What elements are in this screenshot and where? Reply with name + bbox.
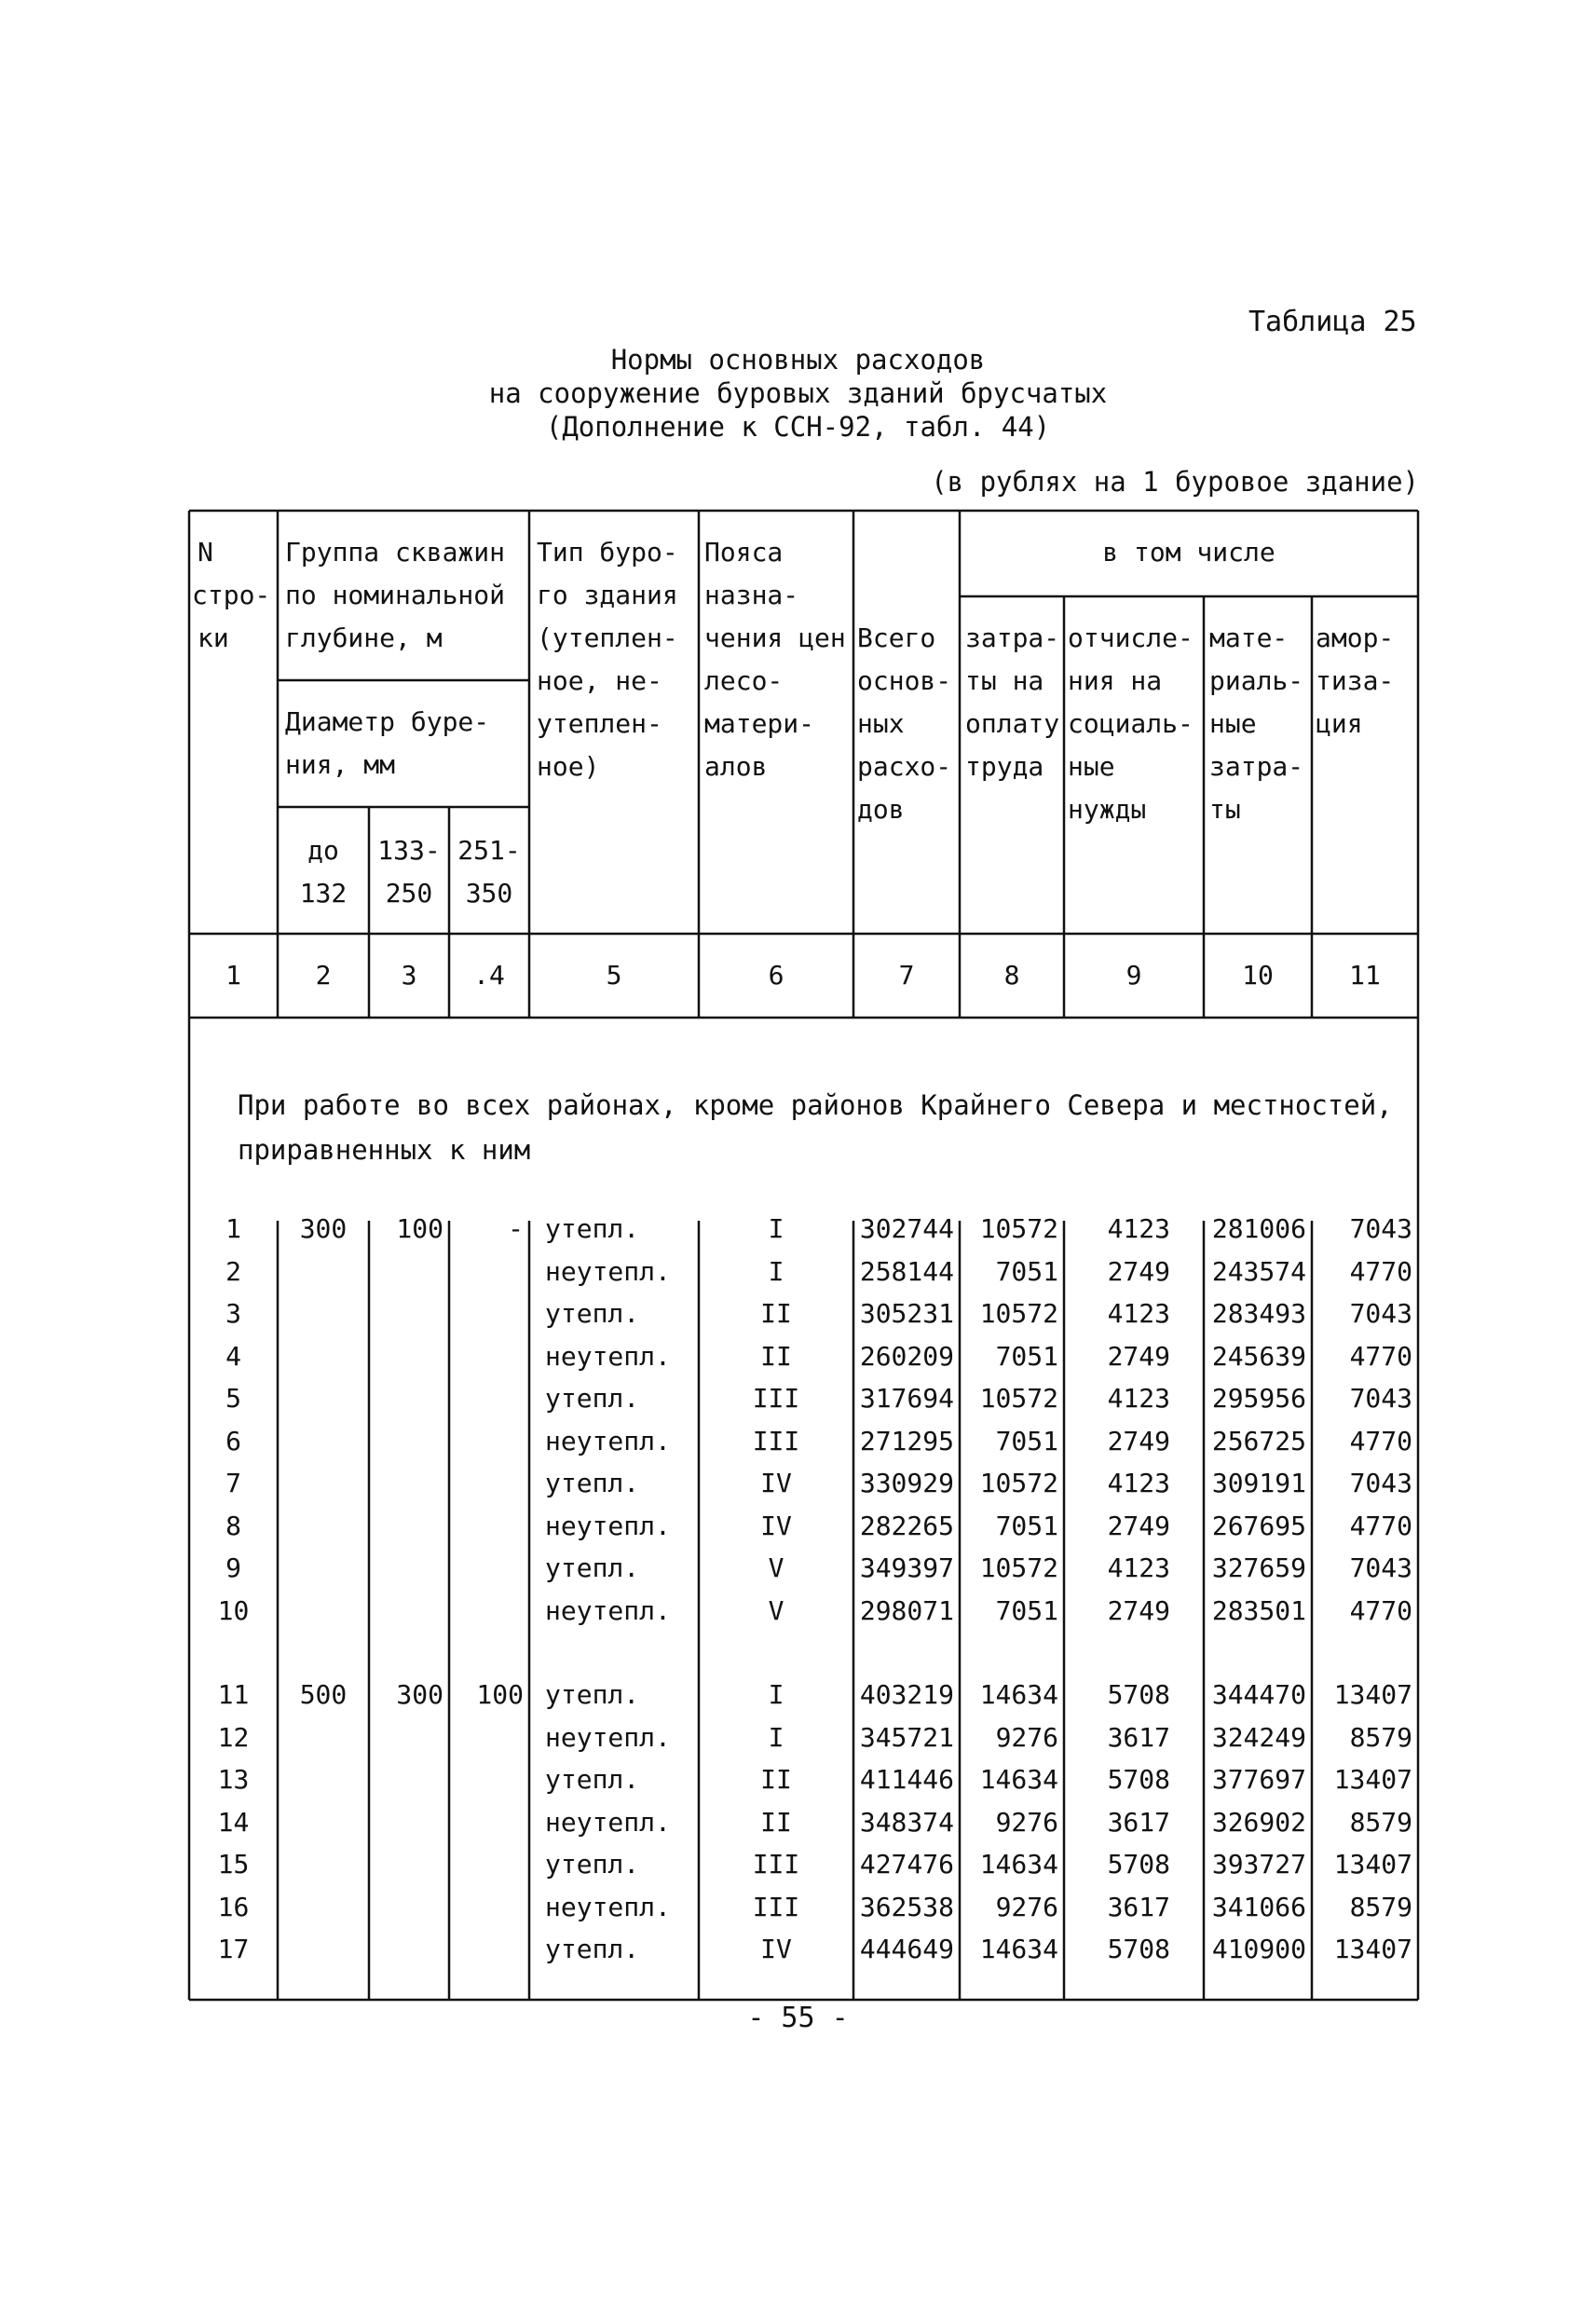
cell-zone: III	[752, 1383, 800, 1414]
cell-c3: 300	[396, 1679, 443, 1710]
cell-social: 5708	[1107, 1679, 1170, 1710]
hdr-col7-line5: дов	[857, 794, 905, 825]
cell-n: 14	[217, 1806, 250, 1838]
hdr-col5-line5: утеплен-	[537, 708, 662, 739]
hdr-col9-line1: отчисле-	[1068, 622, 1194, 653]
cell-social: 3617	[1107, 1806, 1170, 1838]
hdr-col5-line3: (утеплен-	[537, 622, 678, 653]
cell-total: 302744	[859, 1213, 954, 1244]
hdr-col11-line3: ция	[1316, 708, 1363, 739]
cell-total: 362538	[859, 1891, 954, 1922]
hdr-including: в том числе	[1102, 537, 1275, 567]
hdr-col8-line2: ты на	[965, 665, 1044, 696]
cell-type: утепл.	[545, 1468, 640, 1498]
cell-zone: I	[768, 1213, 784, 1244]
cell-materials: 410900	[1211, 1934, 1306, 1964]
cell-total: 282265	[859, 1510, 954, 1541]
cell-materials: 243574	[1211, 1255, 1306, 1287]
cell-social: 3617	[1107, 1721, 1170, 1753]
hdr-col9-line5: нужды	[1068, 794, 1147, 825]
cell-type: утепл.	[545, 1298, 640, 1329]
page-number: - 55 -	[747, 2002, 849, 2034]
cell-type: утепл.	[545, 1849, 640, 1880]
cell-materials: 324249	[1211, 1721, 1306, 1753]
cell-social: 5708	[1107, 1764, 1170, 1795]
cell-social: 4123	[1107, 1298, 1170, 1329]
cell-total: 298071	[859, 1594, 954, 1626]
colnum-11: 11	[1349, 960, 1381, 991]
cell-type: утепл.	[545, 1679, 640, 1710]
cell-total: 317694	[859, 1383, 954, 1414]
cell-total: 345721	[859, 1721, 954, 1753]
cell-social: 2749	[1107, 1255, 1170, 1287]
cell-n: 2	[225, 1255, 241, 1287]
cell-labor: 10572	[979, 1213, 1058, 1244]
cell-labor: 7051	[995, 1340, 1058, 1372]
cell-labor: 7051	[995, 1255, 1058, 1287]
cell-zone: III	[752, 1849, 800, 1880]
cell-n: 10	[217, 1594, 250, 1626]
cell-materials: 245639	[1211, 1340, 1306, 1372]
cell-labor: 7051	[995, 1425, 1058, 1456]
cell-amort: 4770	[1349, 1425, 1412, 1456]
cell-amort: 4770	[1349, 1255, 1412, 1287]
cell-type: неутепл.	[545, 1255, 671, 1287]
cell-c4: 100	[476, 1679, 524, 1710]
hdr-col6-line6: алов	[704, 751, 768, 782]
cell-total: 348374	[859, 1806, 954, 1838]
hdr-col1-line1: N	[198, 537, 213, 567]
cell-materials: 326902	[1211, 1806, 1306, 1838]
cell-type: неутепл.	[545, 1340, 671, 1372]
hdr-col7-line3: ных	[857, 708, 905, 739]
cell-zone: I	[768, 1679, 784, 1710]
title-line-2: на сооружение буровых зданий брусчатых	[488, 377, 1108, 409]
cell-materials: 341066	[1211, 1891, 1306, 1922]
cell-type: неутепл.	[545, 1425, 671, 1456]
cell-zone: I	[768, 1721, 784, 1753]
hdr-col10-line3: ные	[1209, 708, 1257, 739]
colnum-10: 10	[1242, 960, 1274, 991]
cell-zone: II	[760, 1340, 792, 1372]
unit-note: (в рублях на 1 буровое здание)	[931, 466, 1419, 498]
cell-materials: 309191	[1211, 1468, 1306, 1498]
colnum-5: 5	[606, 960, 622, 991]
cell-zone: IV	[760, 1934, 792, 1964]
cell-n: 1	[225, 1213, 241, 1244]
table-label: Таблица 25	[1248, 306, 1417, 338]
cell-total: 258144	[859, 1255, 954, 1287]
cell-type: утепл.	[545, 1213, 640, 1244]
cell-social: 2749	[1107, 1594, 1170, 1626]
cell-total: 260209	[859, 1340, 954, 1372]
hdr-group-line2: по номинальной	[285, 580, 506, 610]
hdr-col6-line3: чения цен	[704, 622, 846, 653]
title-line-1: Нормы основных расходов	[610, 344, 986, 376]
hdr-col10-line1: мате-	[1209, 622, 1289, 653]
cell-social: 5708	[1107, 1849, 1170, 1880]
cell-amort: 7043	[1349, 1383, 1412, 1414]
cell-materials: 295956	[1211, 1383, 1306, 1414]
cell-n: 7	[225, 1468, 241, 1498]
cell-amort: 7043	[1349, 1468, 1412, 1498]
cell-materials: 344470	[1211, 1679, 1306, 1710]
cell-materials: 281006	[1211, 1213, 1306, 1244]
cell-c2: 500	[299, 1679, 348, 1710]
cell-n: 12	[217, 1721, 250, 1753]
cell-type: неутепл.	[545, 1510, 671, 1541]
colnum-9: 9	[1125, 960, 1142, 991]
hdr-col7-line1: Всего	[857, 622, 936, 653]
hdr-col5-line2: го здания	[537, 580, 678, 610]
hdr-col5-line1: Тип буро-	[537, 537, 678, 567]
cell-total: 349397	[859, 1552, 954, 1583]
hdr-col6-line5: матери-	[704, 708, 815, 739]
cell-labor: 9276	[995, 1721, 1058, 1753]
cell-zone: I	[768, 1255, 784, 1287]
cell-amort: 13407	[1333, 1679, 1412, 1710]
hdr-diam-col4-line1: 251-	[457, 835, 521, 866]
hdr-col8-line3: оплату	[965, 708, 1060, 739]
cell-social: 4123	[1107, 1383, 1170, 1414]
cell-zone: IV	[760, 1468, 792, 1498]
cell-labor: 10572	[979, 1468, 1058, 1498]
cell-amort: 4770	[1349, 1594, 1412, 1626]
cell-amort: 13407	[1333, 1934, 1412, 1964]
hdr-diameter-line2: ния, мм	[285, 749, 396, 780]
hdr-col11-line1: амор-	[1316, 622, 1395, 653]
cell-n: 8	[225, 1510, 241, 1541]
cell-n: 9	[225, 1552, 241, 1583]
title-line-3: (Дополнение к ССН-92, табл. 44)	[545, 411, 1051, 443]
cell-labor: 7051	[995, 1594, 1058, 1626]
cell-total: 271295	[859, 1425, 954, 1456]
hdr-col11-line2: тиза-	[1316, 665, 1395, 696]
cell-type: утепл.	[545, 1383, 640, 1414]
cell-social: 2749	[1107, 1510, 1170, 1541]
cell-amort: 7043	[1349, 1213, 1412, 1244]
hdr-group-line1: Группа скважин	[285, 537, 506, 567]
cell-labor: 7051	[995, 1510, 1058, 1541]
section-title-line2: приравненных к ним	[238, 1134, 531, 1166]
hdr-col1-line3: ки	[198, 622, 229, 653]
cell-n: 5	[225, 1383, 241, 1414]
hdr-col8-line1: затра-	[965, 622, 1060, 653]
cell-amort: 4770	[1349, 1510, 1412, 1541]
cell-zone: V	[768, 1594, 784, 1626]
cell-type: неутепл.	[545, 1891, 671, 1922]
cell-n: 11	[217, 1679, 250, 1710]
hdr-col10-line2: риаль-	[1209, 665, 1304, 696]
cell-materials: 267695	[1211, 1510, 1306, 1541]
cell-type: утепл.	[545, 1764, 640, 1795]
cell-amort: 7043	[1349, 1298, 1412, 1329]
colnum-2: 2	[315, 960, 332, 991]
cell-labor: 14634	[979, 1679, 1058, 1710]
hdr-diam-col2-line2: 132	[299, 878, 348, 909]
cell-zone: III	[752, 1425, 800, 1456]
hdr-col10-line4: затра-	[1209, 751, 1304, 782]
cell-total: 403219	[859, 1679, 954, 1710]
cell-amort: 13407	[1333, 1849, 1412, 1880]
cell-materials: 283501	[1211, 1594, 1306, 1626]
cell-total: 427476	[859, 1849, 954, 1880]
cell-total: 411446	[859, 1764, 954, 1795]
cell-type: неутепл.	[545, 1806, 671, 1838]
cell-total: 305231	[859, 1298, 954, 1329]
hdr-diam-col2-line1: до	[307, 835, 339, 866]
hdr-col9-line4: ные	[1068, 751, 1115, 782]
cell-social: 2749	[1107, 1425, 1170, 1456]
cell-materials: 327659	[1211, 1552, 1306, 1583]
hdr-diameter-line1: Диаметр буре-	[285, 706, 490, 737]
colnum-1: 1	[225, 960, 241, 991]
hdr-col6-line2: назна-	[704, 580, 799, 610]
cell-c3: 100	[396, 1213, 443, 1244]
hdr-col9-line2: ния на	[1068, 665, 1163, 696]
cell-type: неутепл.	[545, 1594, 671, 1626]
colnum-3: 3	[401, 960, 417, 991]
section-title-line1: При работе во всех районах, кроме районов Крайнего Севера и местностей,	[238, 1089, 1393, 1121]
hdr-diam-col4-line2: 350	[465, 878, 513, 909]
cell-materials: 393727	[1211, 1849, 1306, 1880]
hdr-col6-line4: лесо-	[704, 665, 784, 696]
cell-social: 4123	[1107, 1468, 1170, 1498]
cell-social: 3617	[1107, 1891, 1170, 1922]
cell-n: 4	[225, 1340, 241, 1372]
cell-labor: 9276	[995, 1806, 1058, 1838]
cell-zone: II	[760, 1298, 792, 1329]
cell-c2: 300	[299, 1213, 348, 1244]
cell-n: 17	[217, 1934, 250, 1964]
cell-amort: 8579	[1349, 1891, 1412, 1922]
cell-amort: 4770	[1349, 1340, 1412, 1372]
hdr-group-line3: глубине, м	[285, 622, 443, 653]
cell-social: 2749	[1107, 1340, 1170, 1372]
cell-social: 5708	[1107, 1934, 1170, 1964]
cell-zone: II	[760, 1806, 792, 1838]
colnum-8: 8	[1003, 960, 1020, 991]
cell-c4: -	[508, 1213, 524, 1244]
cell-labor: 14634	[979, 1764, 1058, 1795]
colnum-6: 6	[768, 960, 784, 991]
cell-labor: 10572	[979, 1552, 1058, 1583]
cell-n: 6	[225, 1425, 241, 1456]
cell-social: 4123	[1107, 1552, 1170, 1583]
cell-type: утепл.	[545, 1934, 640, 1964]
cell-zone: V	[768, 1552, 784, 1583]
cell-materials: 256725	[1211, 1425, 1306, 1456]
hdr-col8-line4: труда	[965, 751, 1044, 782]
cell-n: 15	[217, 1849, 250, 1880]
hdr-col5-line4: ное, не-	[537, 665, 662, 696]
cell-labor: 10572	[979, 1298, 1058, 1329]
cell-materials: 377697	[1211, 1764, 1306, 1795]
cell-amort: 7043	[1349, 1552, 1412, 1583]
cell-n: 16	[217, 1891, 250, 1922]
cell-total: 330929	[859, 1468, 954, 1498]
hdr-diam-col3-line1: 133-	[377, 835, 441, 866]
cell-labor: 10572	[979, 1383, 1058, 1414]
cell-labor: 14634	[979, 1849, 1058, 1880]
hdr-col10-line5: ты	[1209, 794, 1241, 825]
cell-materials: 283493	[1211, 1298, 1306, 1329]
cell-zone: II	[760, 1764, 792, 1795]
cell-zone: IV	[760, 1510, 792, 1541]
cell-n: 13	[217, 1764, 250, 1795]
hdr-col7-line4: расхо-	[857, 751, 952, 782]
cell-n: 3	[225, 1298, 241, 1329]
hdr-col5-line6: ное)	[537, 751, 600, 782]
cell-zone: III	[752, 1891, 800, 1922]
cell-type: утепл.	[545, 1552, 640, 1583]
hdr-col9-line3: социаль-	[1068, 708, 1194, 739]
hdr-diam-col3-line2: 250	[385, 878, 433, 909]
cell-labor: 9276	[995, 1891, 1058, 1922]
hdr-col6-line1: Пояса	[704, 537, 784, 567]
cell-total: 444649	[859, 1934, 954, 1964]
cell-amort: 8579	[1349, 1806, 1412, 1838]
cell-labor: 14634	[979, 1934, 1058, 1964]
cell-social: 4123	[1107, 1213, 1170, 1244]
colnum-4: .4	[473, 960, 505, 991]
cell-type: неутепл.	[545, 1721, 671, 1753]
hdr-col1-line2: стро-	[192, 580, 271, 610]
cell-amort: 8579	[1349, 1721, 1412, 1753]
colnum-7: 7	[898, 960, 915, 991]
hdr-col7-line2: основ-	[857, 665, 952, 696]
cell-amort: 13407	[1333, 1764, 1412, 1795]
